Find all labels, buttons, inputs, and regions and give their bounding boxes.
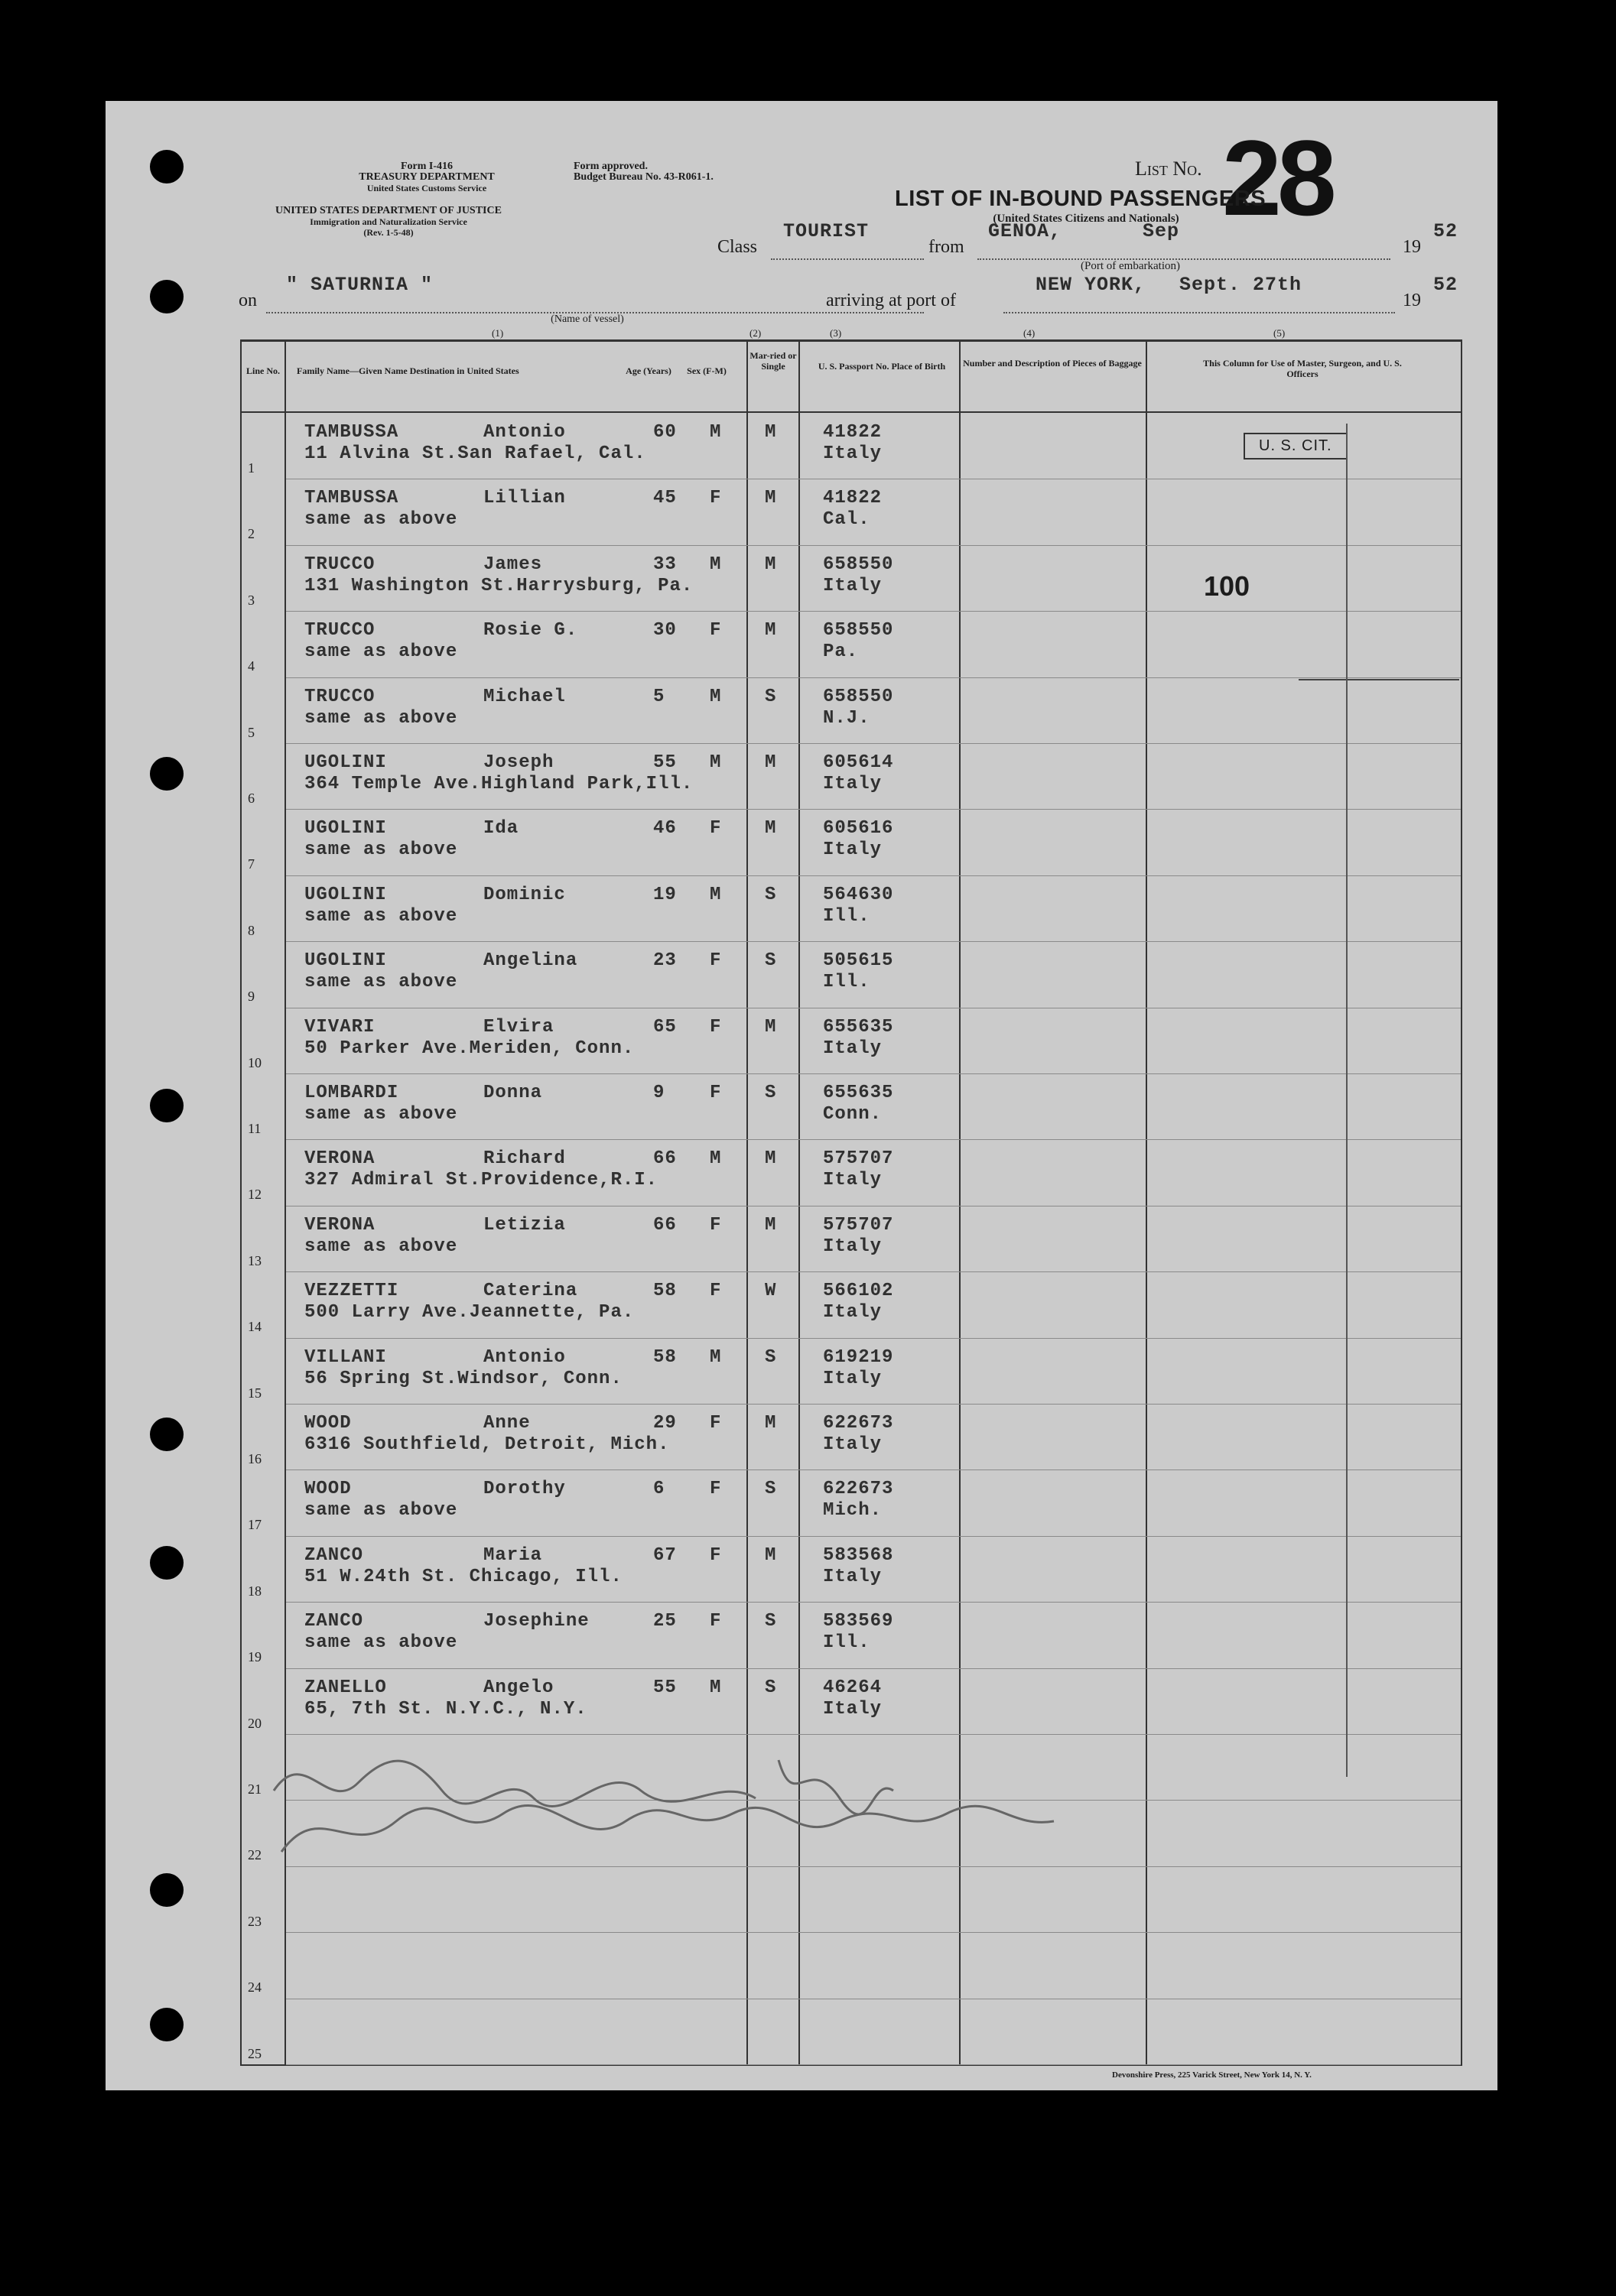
place-of-birth: Ill. xyxy=(823,972,870,993)
line-number: 22 xyxy=(248,1847,262,1863)
passport-number: 605616 xyxy=(823,818,894,839)
from-label: from xyxy=(928,237,964,257)
table-row-divider xyxy=(286,809,1461,810)
binder-hole xyxy=(150,1546,184,1580)
marital-status: M xyxy=(765,1148,777,1170)
treasury-header: TREASURY DEPARTMENT xyxy=(359,171,495,183)
marital-status: S xyxy=(765,950,777,972)
passport-number: 41822 xyxy=(823,488,883,509)
passport-number: 655635 xyxy=(823,1083,894,1103)
given-name: Rosie G. xyxy=(483,620,578,641)
sex: M xyxy=(710,1346,722,1368)
age: 23 xyxy=(653,950,677,972)
marital-status: M xyxy=(765,752,777,773)
table-row-divider xyxy=(286,875,1461,876)
line-number: 25 xyxy=(248,2045,262,2061)
place-of-birth: Italy xyxy=(823,839,883,861)
marital-status: S xyxy=(765,686,777,707)
destination-address: same as above xyxy=(304,1500,458,1521)
place-of-birth: Ill. xyxy=(823,1632,870,1654)
age: 55 xyxy=(653,1677,677,1698)
col-border-left xyxy=(240,339,242,2066)
passport-number: 622673 xyxy=(823,1413,894,1434)
form-number: Form I-416 xyxy=(400,161,454,172)
passport-number: 658550 xyxy=(823,686,894,707)
table-row-divider xyxy=(286,1602,1461,1603)
given-name: James xyxy=(483,554,543,575)
form-approved: Form approved. xyxy=(574,161,648,172)
sex: F xyxy=(710,1413,722,1434)
passport-number: 583568 xyxy=(823,1544,894,1566)
vessel-caption: (Name of vessel) xyxy=(551,313,624,325)
age: 9 xyxy=(653,1083,665,1103)
age: 60 xyxy=(653,422,677,443)
place-of-birth: N.J. xyxy=(823,707,870,729)
passport-number: 575707 xyxy=(823,1214,894,1236)
table-row-divider xyxy=(286,1338,1461,1339)
passport-number: 619219 xyxy=(823,1346,894,1368)
passport-number: 622673 xyxy=(823,1479,894,1500)
table-row-divider xyxy=(286,941,1461,942)
sex: M xyxy=(710,884,722,905)
from-year-prefix: 19 xyxy=(1403,237,1421,257)
family-name: ZANCO xyxy=(304,1544,364,1566)
arrival-date: Sept. 27th xyxy=(1179,274,1302,296)
place-of-birth: Cal. xyxy=(823,509,870,531)
passport-number: 505615 xyxy=(823,950,894,972)
destination-address: 6316 Southfield, Detroit, Mich. xyxy=(304,1434,670,1455)
given-name: Ida xyxy=(483,818,519,839)
form-subtitle: (United States Citizens and Nationals) xyxy=(993,213,1179,225)
family-name: TRUCCO xyxy=(304,686,376,707)
given-name: Antonio xyxy=(483,1346,566,1368)
family-name: VERONA xyxy=(304,1214,376,1236)
age: 45 xyxy=(653,488,677,509)
us-citizen-stamp: U. S. CIT. xyxy=(1244,433,1348,460)
binder-hole xyxy=(150,2008,184,2041)
officer-column-mark xyxy=(1346,424,1348,1777)
manifest-page xyxy=(106,101,1497,2090)
marital-status: S xyxy=(765,1611,777,1632)
col-header-baggage: Number and Description of Pieces of Baggage xyxy=(963,358,1142,369)
on-label: on xyxy=(239,291,257,310)
passport-number: 658550 xyxy=(823,620,894,641)
family-name: VILLANI xyxy=(304,1346,387,1368)
marital-status: M xyxy=(765,554,777,575)
header-bottom-border xyxy=(240,411,1462,413)
table-row-divider xyxy=(286,1866,1461,1867)
budget-bureau: Budget Bureau No. 43-R061-1. xyxy=(574,171,714,183)
col-border-baggage xyxy=(1146,339,1147,2066)
passport-number: 658550 xyxy=(823,554,894,575)
from-value: GENOA, xyxy=(988,220,1062,242)
line-number: 1 xyxy=(248,460,255,476)
line-number: 18 xyxy=(248,1583,262,1599)
age: 65 xyxy=(653,1016,677,1038)
customs-header: United States Customs Service xyxy=(366,183,487,193)
table-row-divider xyxy=(286,677,1461,678)
binder-hole xyxy=(150,757,184,791)
family-name: LOMBARDI xyxy=(304,1083,399,1103)
given-name: Joseph xyxy=(483,752,554,773)
table-top-border xyxy=(240,339,1462,342)
age: 25 xyxy=(653,1611,677,1632)
justice-header: UNITED STATES DEPARTMENT OF JUSTICE xyxy=(275,205,502,216)
sex: M xyxy=(710,554,722,575)
col-border-right xyxy=(1461,339,1462,2066)
destination-address: 65, 7th St. N.Y.C., N.Y. xyxy=(304,1698,587,1720)
binder-hole xyxy=(150,1873,184,1907)
line-number: 14 xyxy=(248,1319,262,1335)
line-number: 20 xyxy=(248,1715,262,1731)
age: 55 xyxy=(653,752,677,773)
destination-address: same as above xyxy=(304,1104,458,1125)
table-row-divider xyxy=(286,1139,1461,1140)
ins-header: Immigration and Naturalization Service xyxy=(310,216,467,227)
binder-hole xyxy=(150,1418,184,1451)
place-of-birth: Pa. xyxy=(823,641,859,663)
destination-address: 131 Washington St.Harrysburg, Pa. xyxy=(304,575,694,596)
given-name: Dorothy xyxy=(483,1479,566,1500)
place-of-birth: Ill. xyxy=(823,905,870,927)
arrival-year: 52 xyxy=(1433,274,1458,296)
place-of-birth: Italy xyxy=(823,1434,883,1455)
marital-status: W xyxy=(765,1281,777,1302)
given-name: Maria xyxy=(483,1544,543,1566)
line-number: 21 xyxy=(248,1781,262,1797)
given-name: Richard xyxy=(483,1148,566,1170)
line-number: 9 xyxy=(248,989,255,1005)
arrival-line xyxy=(1003,312,1395,313)
from-date: Sep xyxy=(1143,220,1180,242)
destination-address: same as above xyxy=(304,972,458,993)
sex: M xyxy=(710,686,722,707)
arriving-label: arriving at port of xyxy=(826,291,956,310)
destination-address: same as above xyxy=(304,839,458,861)
colnum-3: (3) xyxy=(830,327,842,339)
age: 58 xyxy=(653,1281,677,1302)
sex: M xyxy=(710,1677,722,1698)
line-number: 2 xyxy=(248,526,255,542)
line-number: 10 xyxy=(248,1054,262,1070)
family-name: UGOLINI xyxy=(304,752,387,773)
marital-status: S xyxy=(765,1479,777,1500)
place-of-birth: Mich. xyxy=(823,1500,883,1521)
family-name: TAMBUSSA xyxy=(304,422,399,443)
family-name: VEZZETTI xyxy=(304,1281,399,1302)
given-name: Josephine xyxy=(483,1611,590,1632)
sex: M xyxy=(710,752,722,773)
given-name: Anne xyxy=(483,1413,531,1434)
given-name: Angelina xyxy=(483,950,578,972)
embarkation-caption: (Port of embarkation) xyxy=(1081,260,1180,272)
place-of-birth: Italy xyxy=(823,1038,883,1059)
line-number: 17 xyxy=(248,1517,262,1533)
sex: F xyxy=(710,950,722,972)
binder-hole xyxy=(150,1089,184,1122)
passport-number: 564630 xyxy=(823,884,894,905)
destination-address: same as above xyxy=(304,1236,458,1257)
col-header-age: Age (Years) xyxy=(626,365,671,376)
marital-status: M xyxy=(765,1214,777,1236)
marital-status: M xyxy=(765,422,777,443)
destination-address: 56 Spring St.Windsor, Conn. xyxy=(304,1368,623,1389)
destination-address: same as above xyxy=(304,509,458,531)
place-of-birth: Italy xyxy=(823,1368,883,1389)
sex: M xyxy=(710,1148,722,1170)
sex: F xyxy=(710,1479,722,1500)
family-name: TRUCCO xyxy=(304,620,376,641)
destination-address: same as above xyxy=(304,905,458,927)
line-number: 3 xyxy=(248,592,255,608)
line-number: 6 xyxy=(248,791,255,806)
line-number: 13 xyxy=(248,1252,262,1268)
officer-note-100: 100 xyxy=(1204,570,1250,602)
passport-number: 655635 xyxy=(823,1016,894,1038)
table-row-divider xyxy=(286,1536,1461,1537)
family-name: UGOLINI xyxy=(304,884,387,905)
family-name: UGOLINI xyxy=(304,818,387,839)
family-name: ZANCO xyxy=(304,1611,364,1632)
given-name: Donna xyxy=(483,1083,543,1103)
given-name: Michael xyxy=(483,686,566,707)
age: 67 xyxy=(653,1544,677,1566)
destination-address: 500 Larry Ave.Jeannette, Pa. xyxy=(304,1302,635,1323)
sex: F xyxy=(710,488,722,509)
table-row-divider xyxy=(286,1404,1461,1405)
given-name: Elvira xyxy=(483,1016,554,1038)
line-number: 12 xyxy=(248,1187,262,1203)
place-of-birth: Italy xyxy=(823,1698,883,1720)
sex: F xyxy=(710,620,722,641)
sex: F xyxy=(710,1611,722,1632)
place-of-birth: Italy xyxy=(823,1566,883,1587)
age: 29 xyxy=(653,1413,677,1434)
arrival-port: NEW YORK, xyxy=(1036,274,1146,296)
line-number: 7 xyxy=(248,856,255,872)
place-of-birth: Italy xyxy=(823,1170,883,1191)
table-row-divider xyxy=(286,1932,1461,1933)
table-row-divider xyxy=(286,743,1461,744)
colnum-4: (4) xyxy=(1023,327,1036,339)
list-label: List No. xyxy=(1135,158,1202,180)
sex: F xyxy=(710,1083,722,1103)
family-name: WOOD xyxy=(304,1479,352,1500)
marital-status: M xyxy=(765,1016,777,1038)
col-header-officers: This Column for Use of Master, Surgeon, and U. S. Officers xyxy=(1203,358,1402,379)
binder-hole xyxy=(150,280,184,313)
destination-address: same as above xyxy=(304,707,458,729)
class-label: Class xyxy=(717,237,758,257)
passport-number: 41822 xyxy=(823,422,883,443)
family-name: TRUCCO xyxy=(304,554,376,575)
age: 33 xyxy=(653,554,677,575)
marital-status: S xyxy=(765,1083,777,1103)
col-header-line: Line No. xyxy=(245,365,280,376)
family-name: UGOLINI xyxy=(304,950,387,972)
passport-number: 583569 xyxy=(823,1611,894,1632)
colnum-2: (2) xyxy=(749,327,762,339)
destination-address: 364 Temple Ave.Highland Park,Ill. xyxy=(304,774,694,794)
list-number: 28 xyxy=(1222,118,1332,238)
col-header-married: Mar-ried or Single xyxy=(749,350,797,372)
table-row-divider xyxy=(286,1271,1461,1272)
destination-address: 50 Parker Ave.Meriden, Conn. xyxy=(304,1038,635,1059)
sex: F xyxy=(710,1016,722,1038)
age: 6 xyxy=(653,1479,665,1500)
age: 66 xyxy=(653,1214,677,1236)
printer-credit: Devonshire Press, 225 Varick Street, New York 14, N. Y. xyxy=(1112,2070,1312,2080)
line-number: 16 xyxy=(248,1451,262,1466)
sex: M xyxy=(710,422,722,443)
table-row-divider xyxy=(286,1073,1461,1074)
class-value: TOURIST xyxy=(783,220,870,242)
passport-number: 575707 xyxy=(823,1148,894,1170)
line-number: 11 xyxy=(248,1121,262,1136)
line-number: 4 xyxy=(248,658,255,674)
age: 46 xyxy=(653,818,677,839)
line-number: 5 xyxy=(248,724,255,740)
col-header-sex: Sex (F-M) xyxy=(687,365,727,376)
given-name: Dominic xyxy=(483,884,566,905)
family-name: VERONA xyxy=(304,1148,376,1170)
family-name: ZANELLO xyxy=(304,1677,387,1698)
vessel-name: " SATURNIA " xyxy=(286,274,434,296)
line-number: 23 xyxy=(248,1913,262,1929)
destination-address: 327 Admiral St.Providence,R.I. xyxy=(304,1170,658,1191)
table-row-divider xyxy=(286,611,1461,612)
place-of-birth: Italy xyxy=(823,575,883,596)
family-name: VIVARI xyxy=(304,1016,376,1038)
line-number: 8 xyxy=(248,922,255,938)
place-of-birth: Italy xyxy=(823,774,883,794)
place-of-birth: Italy xyxy=(823,443,883,464)
given-name: Letizia xyxy=(483,1214,566,1236)
age: 66 xyxy=(653,1148,677,1170)
destination-address: 11 Alvina St.San Rafael, Cal. xyxy=(304,443,646,464)
passport-number: 566102 xyxy=(823,1281,894,1302)
handwritten-signature xyxy=(258,1722,1069,1859)
colnum-1: (1) xyxy=(492,327,504,339)
officer-underline xyxy=(1299,679,1459,680)
given-name: Lillian xyxy=(483,488,566,509)
sex: F xyxy=(710,1544,722,1566)
given-name: Caterina xyxy=(483,1281,578,1302)
destination-address: 51 W.24th St. Chicago, Ill. xyxy=(304,1566,623,1587)
age: 19 xyxy=(653,884,677,905)
place-of-birth: Conn. xyxy=(823,1104,883,1125)
col-header-passport: U. S. Passport No. Place of Birth xyxy=(818,361,946,372)
marital-status: M xyxy=(765,488,777,509)
age: 5 xyxy=(653,686,665,707)
place-of-birth: Italy xyxy=(823,1302,883,1323)
from-year: 52 xyxy=(1433,220,1458,242)
sex: F xyxy=(710,1281,722,1302)
destination-address: same as above xyxy=(304,1632,458,1654)
passport-number: 46264 xyxy=(823,1677,883,1698)
family-name: WOOD xyxy=(304,1413,352,1434)
col-header-name: Family Name—Given Name Destination in United States xyxy=(297,365,519,376)
marital-status: S xyxy=(765,884,777,905)
family-name: TAMBUSSA xyxy=(304,488,399,509)
given-name: Antonio xyxy=(483,422,566,443)
table-row-divider xyxy=(286,2064,1461,2065)
revision: (Rev. 1-5-48) xyxy=(363,227,414,238)
form-title: LIST OF IN-BOUND PASSENGERS xyxy=(895,187,1266,211)
given-name: Angelo xyxy=(483,1677,554,1698)
marital-status: M xyxy=(765,1413,777,1434)
binder-hole xyxy=(150,150,184,183)
marital-status: M xyxy=(765,1544,777,1566)
table-row-divider xyxy=(286,1668,1461,1669)
passport-number: 605614 xyxy=(823,752,894,773)
sex: F xyxy=(710,1214,722,1236)
line-number: 19 xyxy=(248,1649,262,1665)
marital-status: S xyxy=(765,1346,777,1368)
place-of-birth: Italy xyxy=(823,1236,883,1257)
marital-status: S xyxy=(765,1677,777,1698)
sex: F xyxy=(710,818,722,839)
age: 30 xyxy=(653,620,677,641)
table-row-divider xyxy=(286,545,1461,546)
line-number: 24 xyxy=(248,1979,262,1996)
arrival-year-prefix: 19 xyxy=(1403,291,1421,310)
marital-status: M xyxy=(765,620,777,641)
destination-address: same as above xyxy=(304,641,458,663)
line-number: 15 xyxy=(248,1385,262,1401)
marital-status: M xyxy=(765,818,777,839)
class-line xyxy=(771,258,924,260)
age: 58 xyxy=(653,1346,677,1368)
colnum-5: (5) xyxy=(1273,327,1286,339)
